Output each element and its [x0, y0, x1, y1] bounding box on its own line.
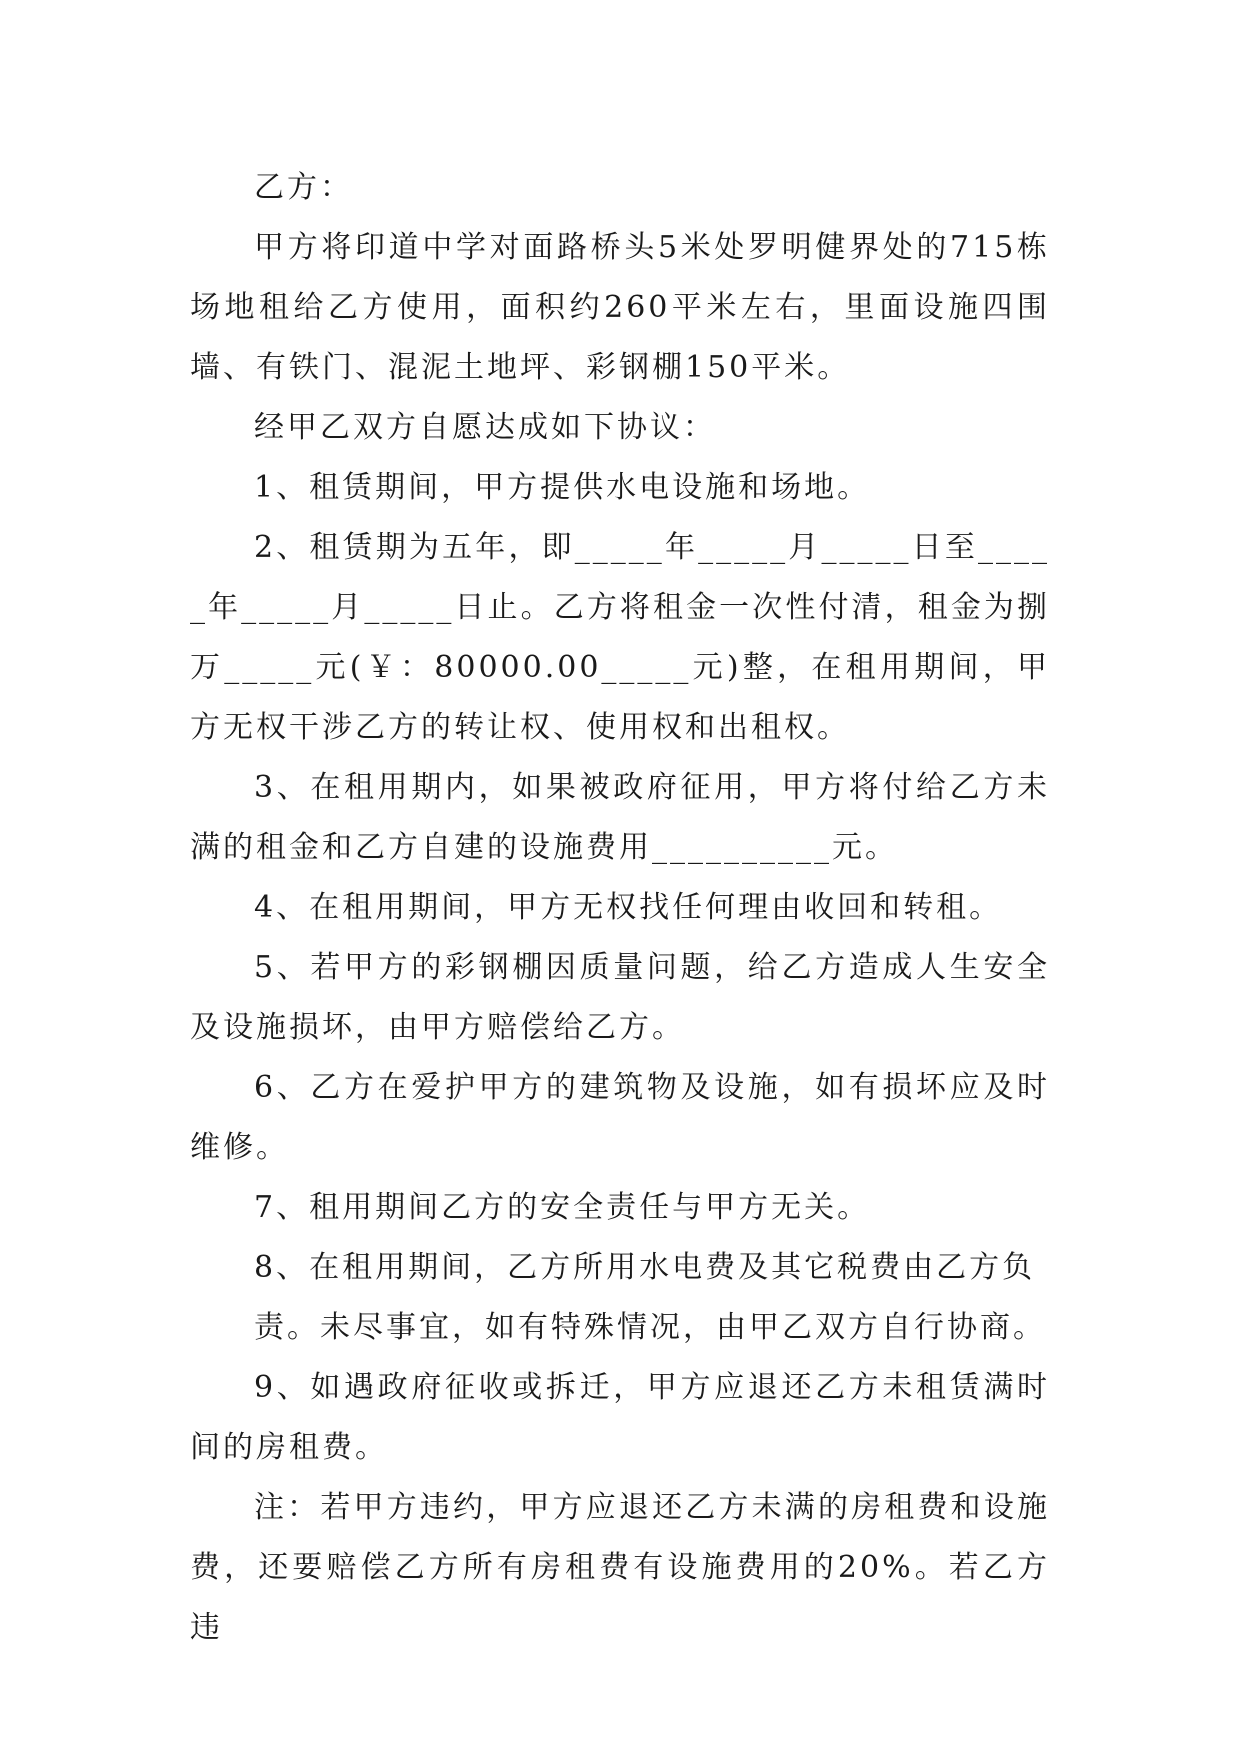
party-b-line: 乙方：: [254, 170, 353, 205]
document-body: [190, 158, 1050, 1658]
clause-4: 4、在租用期间，甲方无权找任何理由收回和转租。: [254, 890, 1003, 925]
clause-7: 7、租用期间乙方的安全责任与甲方无关。: [254, 1190, 871, 1225]
clause-5: 5、若甲方的彩钢棚因质量问题，给乙方造成人生安全及设施损坏，由甲方赔偿给乙方。: [190, 950, 1050, 1045]
clause-6: 6、乙方在爱护甲方的建筑物及设施，如有损坏应及时维修。: [190, 1070, 1050, 1165]
clause-8-line-1: 8、在租用期间，乙方所用水电费及其它税费由乙方负: [254, 1250, 1036, 1285]
clause-1: 1、租赁期间，甲方提供水电设施和场地。: [254, 470, 871, 505]
clause-2: 2、租赁期为五年，即_____年_____月_____日至_____年_____月_____日止。乙方将租金一次性付清，租金为捌万_____元(￥：80000.00_____元)整，在租用期间，甲方无权干涉乙方的转让权、使用权和出租权。: [190, 530, 1050, 745]
agreement-intro-paragraph: 经甲乙双方自愿达成如下协议：: [254, 410, 716, 445]
clause-9: 9、如遇政府征收或拆迁，甲方应退还乙方未租赁满时间的房租费。: [190, 1370, 1050, 1465]
clause-8: [190, 1238, 1050, 1358]
clause-3: 3、在租用期内，如果被政府征用，甲方将付给乙方未满的租金和乙方自建的设施费用__________元。: [190, 770, 1050, 865]
lease-description-paragraph: 甲方将印道中学对面路桥头5米处罗明健界处的715栋场地租给乙方使用，面积约260平米左右，里面设施四围墙、有铁门、混泥土地坪、彩钢棚150平米。: [190, 230, 1050, 385]
note-paragraph: 注：若甲方违约，甲方应退还乙方未满的房租费和设施费，还要赔偿乙方所有房租费有设施费用的20%。若乙方违: [190, 1490, 1050, 1645]
clause-8-line-2: 责。未尽事宜，如有特殊情况，由甲乙双方自行协商。: [254, 1310, 1046, 1345]
